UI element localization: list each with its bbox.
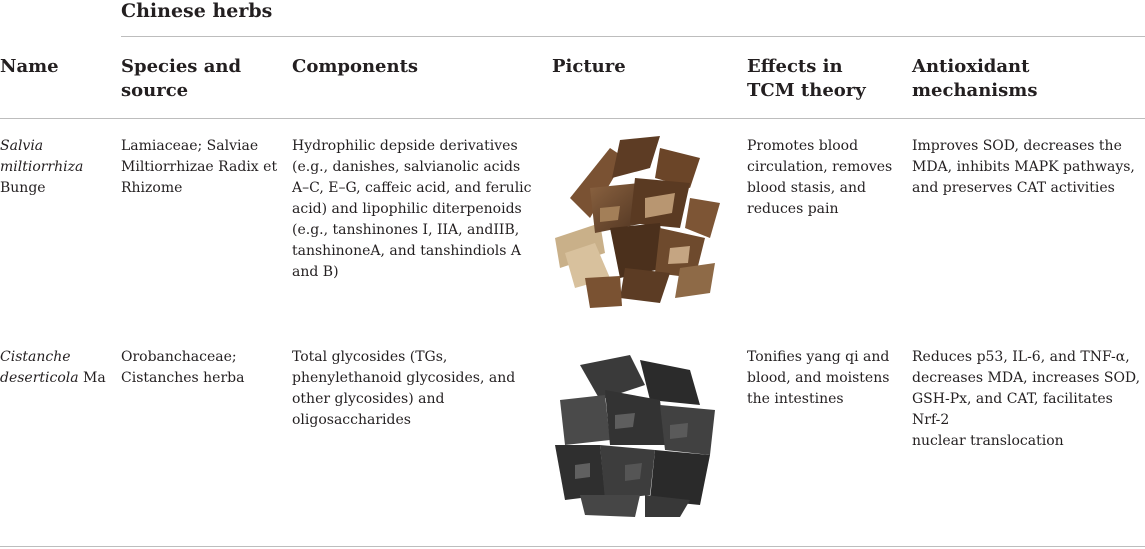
cell-line: and preserves CAT activities xyxy=(912,180,1115,196)
cell-line: phenylethanoid glycosides, and xyxy=(292,370,516,386)
column-header-components xyxy=(292,55,418,79)
header-text: TCM theory xyxy=(747,80,866,101)
column-header-effects xyxy=(747,55,866,103)
row2-components-cell xyxy=(292,347,515,431)
cell-line: blood, and moistens xyxy=(747,370,890,386)
header-text: Components xyxy=(292,56,419,77)
cell-line: Lamiaceae; Salviae xyxy=(121,138,259,154)
row2-antioxidant-cell xyxy=(912,347,1145,452)
column-header-antioxidant xyxy=(912,55,1037,103)
cell-line: blood stasis, and xyxy=(747,180,866,196)
name-text: Cistanche xyxy=(0,349,71,365)
cell-line: Orobanchaceae; xyxy=(121,349,237,365)
header-text: Picture xyxy=(552,56,626,77)
column-header-species xyxy=(121,55,241,103)
row1-species-cell xyxy=(121,136,277,199)
cell-line: nuclear translocation xyxy=(912,433,1064,449)
header-text: Antioxidant xyxy=(912,56,1030,77)
cell-line: (e.g., danishes, salvianolic acids xyxy=(292,159,521,175)
cell-line: GSH-Px, and CAT, facilitates Nrf-2 xyxy=(912,391,1113,428)
cell-line: circulation, removes xyxy=(747,159,893,175)
cell-line: acid) and lipophilic diterpenoids xyxy=(292,201,522,217)
cell-line: A–C, E–G, caffeic acid, and ferulic xyxy=(292,180,532,196)
cell-line: the intestines xyxy=(747,391,844,407)
cell-line: (e.g., tanshinones I, IIA, andIIB, xyxy=(292,222,520,238)
cell-line: Cistanches herba xyxy=(121,370,245,386)
header-text: Species and xyxy=(121,56,242,77)
row1-components-cell xyxy=(292,136,532,283)
cell-line: Hydrophilic depside derivatives xyxy=(292,138,518,154)
cell-line: Reduces p53, IL-6, and TNF-α, xyxy=(912,349,1130,365)
row1-name-cell xyxy=(0,136,83,199)
cell-line: reduces pain xyxy=(747,201,839,217)
name-text: miltiorrhiza xyxy=(0,159,84,175)
dried-herb-slices-image xyxy=(550,128,725,314)
cell-line: and B) xyxy=(292,264,339,280)
header-bottom-rule xyxy=(0,118,1145,119)
row2-name-cell xyxy=(0,347,106,389)
column-header-picture xyxy=(552,55,626,79)
name-text: Ma xyxy=(78,370,106,386)
name-text: Bunge xyxy=(0,180,46,196)
cell-line: decreases MDA, increases SOD, xyxy=(912,370,1141,386)
group-header-chinese-herbs: Chinese herbs xyxy=(121,0,273,22)
name-text: deserticola xyxy=(0,370,79,386)
cell-line: oligosaccharides xyxy=(292,412,411,428)
header-text: mechanisms xyxy=(912,80,1038,101)
cell-line: Improves SOD, decreases the xyxy=(912,138,1122,154)
cell-line: tanshinoneA, and tanshindiols A xyxy=(292,243,521,259)
table-bottom-rule xyxy=(0,546,1145,547)
row1-effects-cell xyxy=(747,136,892,220)
header-text: source xyxy=(121,80,189,101)
cell-line: Miltiorrhizae Radix et xyxy=(121,159,278,175)
column-header-name xyxy=(0,55,59,79)
header-text: Name xyxy=(0,56,59,77)
row2-effects-cell xyxy=(747,347,889,410)
cell-line: Rhizome xyxy=(121,180,183,196)
header-text: Effects in xyxy=(747,56,843,77)
dried-herb-chunks-image xyxy=(550,345,725,520)
cell-line: Promotes blood xyxy=(747,138,859,154)
cell-line: Total glycosides (TGs, xyxy=(292,349,448,365)
cell-line: Tonifies yang qi and xyxy=(747,349,890,365)
row1-antioxidant-cell xyxy=(912,136,1135,199)
cell-line: MDA, inhibits MAPK pathways, xyxy=(912,159,1135,175)
cell-line: other glycosides) and xyxy=(292,391,445,407)
row2-species-cell xyxy=(121,347,244,389)
group-header-rule xyxy=(121,36,1145,37)
name-text: Salvia xyxy=(0,138,44,154)
